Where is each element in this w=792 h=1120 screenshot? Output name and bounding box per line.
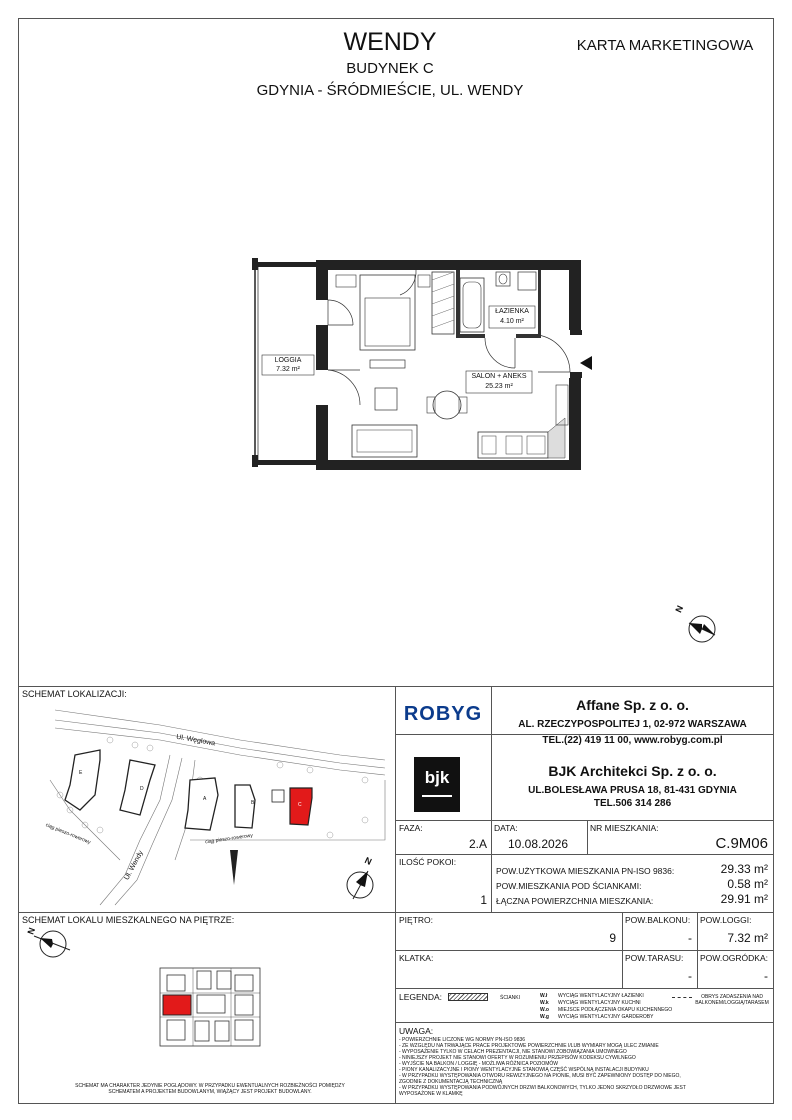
pow-laczna-label: ŁĄCZNA POWIERZCHNIA MIESZKANIA: [496,896,654,906]
floor-schema-title: SCHEMAT LOKALU MIESZKALNEGO NA PIĘTRZE: [22,915,235,925]
robyg-logo: ROBYG [403,703,483,725]
legend-text-2: MIEJSCE PODŁĄCZENIA OKAPU KUCHENNEGO [558,1007,673,1013]
faza-value: 2.A [468,837,487,851]
note-line: - NINIEJSZY PROJEKT NIE STANOWI OFERTY W ROZUMIENIU PRZEPISÓW KODEKSU CYWILNEGO [399,1055,636,1061]
pow-uzyt-label: POW.UŻYTKOWA MIESZKANIA PN-ISO 9836: [496,866,675,876]
ogrodek-value: - [764,969,768,983]
taras-label: POW.TARASU: [625,953,684,963]
outline-swatch [672,997,692,998]
compass-north: N [673,603,686,615]
path-label-1: ciąg pieszo-rowerowy [44,822,92,846]
salon-area: 25.23 m² [485,383,513,390]
legend-code-3: W.g [540,1014,549,1020]
building-label-c: C [298,802,302,808]
pow-laczna-value: 29.91 m² [720,892,768,906]
nr-label: NR MIESZKANIA: [590,823,659,833]
pokoi-label: ILOŚĆ POKOI: [399,857,457,867]
legend-text-0: WYCIĄG WENTYLACYJNY ŁAZIENKI [558,993,644,999]
notes-title: UWAGA: [399,1026,434,1036]
floor-schema [155,965,265,1050]
pow-scianki-value: 0.58 m² [727,877,768,891]
salon-label: SALON + ANEKS [471,373,527,380]
faza-label: FAZA: [399,823,423,833]
building-name: BUDYNEK C [346,60,434,77]
project-title: WENDY [343,28,437,56]
note-line: - POWIERZCHNIE LICZONE WG NORMY PN-ISO 9836 [399,1037,526,1043]
company1-address: AL. RZECZYPOSPOLITEJ 1, 02-972 WARSZAWA [518,719,747,730]
walls-label: ŚCIANKI [500,995,521,1001]
location-line: GDYNIA - ŚRÓDMIEŚCIE, UL. WENDY [256,82,524,99]
loggia-label: LOGGIA [274,357,302,364]
compass-north: N [363,855,374,867]
pietro-value: 9 [609,931,616,945]
company2-name: BJK Architekci Sp. z o. o. [548,763,717,779]
pow-uzyt-value: 29.33 m² [720,862,768,876]
note-line: - ZE WZGLĘDU NA TRWAJĄCE PRACE PROJEKTOWE POWIERZCHNIE I/LUB WYMIARY MOGĄ ULEC ZMIANIE [399,1043,659,1049]
street-weglowa: Ul. Węglowa [175,733,216,748]
location-map-title: SCHEMAT LOKALIZACJI: [22,689,127,699]
bath-label: ŁAZIENKA [495,308,529,315]
pow-scianki-label: POW.MIESZKANIA POD ŚCIANKAMI: [496,881,642,891]
data-label: DATA: [494,823,518,833]
balkon-label: POW.BALKONU: [625,915,691,925]
legend-code-2: W.o [540,1007,549,1013]
path-label-2: ciąg pieszo-rowerowy [204,832,254,846]
company2-address: UL.BOLESŁAWA PRUSA 18, 81-431 GDYNIA [528,785,737,796]
legend-text-3: WYCIĄG WENTYLACYJNY GARDEROBY [558,1014,654,1020]
bath-area: 4.10 m² [500,318,524,325]
street-wendy: Ul. Wendy [123,849,145,882]
data-value: 10.08.2026 [508,837,569,851]
note-line: - W PRZYPADKU WYSTĘPOWANIA OTWORU REWIZYJNEGO NA PIONIE, MUSI BYĆ ZAPEWNIONY DOSTĘP DO NIEGO, ZGODNIE Z DOKUMENTACJĄ TECHNICZNĄ [399,1073,681,1085]
pokoi-value: 1 [480,893,487,907]
legend-code-0: W.ł [540,993,548,999]
walls-swatch [448,993,488,1001]
building-label-d: D [140,786,144,792]
balkon-value: - [688,931,692,945]
note-line: - PIONY KANALIZACYJNE I PIONY WENTYLACYJNE STANOWIĄ CZĘŚĆ WSPÓLNĄ INSTALACJI BUDYNKU [399,1067,649,1073]
company1-name: Affane Sp. z o. o. [576,697,689,713]
legend-title: LEGENDA: [399,992,442,1002]
building-label-a: A [203,796,207,802]
taras-value: - [688,969,692,983]
bjk-logo-line [422,795,452,797]
loggia-area: 7.32 m² [276,366,300,373]
legend-text-1: WYCIĄG WENTYLACYJNY KUCHNI [558,1000,641,1006]
company1-contact: TEL.(22) 419 11 00, www.robyg.com.pl [542,735,723,746]
klatka-label: KLATKA: [399,953,434,963]
note-line: - WYJŚCIE NA BALKON / LOGGIĘ - MOŻLIWA RÓŻNICA POZIOMÓW [399,1061,558,1067]
pietro-label: PIĘTRO: [399,915,434,925]
nr-value: C.9M06 [715,835,768,852]
building-label-e: E [79,770,83,776]
loggia-area-label: POW.LOGGI: [700,915,752,925]
legend-code-1: W.k [540,1000,549,1006]
notes-list [399,1037,699,1097]
compass-icon [335,857,385,907]
disclaimer: SCHEMAT MA CHARAKTER JEDYNIE POGLĄDOWY. W PRZYPADKU EWENTUALNYCH ROZBIEŻNOŚCI POMIĘDZY SCHEMATEM A PROJEKTEM BUDOWLANYM, WIĄŻĄCY JEST PROJEKT BUDOWLANY. [75,1083,345,1095]
note-line: - WYPOSAŻENIE TYLKO W CELACH PREZENTACJI, NIE STANOWI ZOBOWIĄZANIA UMOWNEGO [399,1049,627,1055]
note-line: - W PRZYPADKU WYSTĘPOWANIA PODWÓJNYCH DRZWI BALKONOWYCH, TYLKO JEDNO SKRZYDŁO DRZWIOWE JEST WYPOSAŻONE W KLAMKĘ [399,1085,686,1097]
card-type: KARTA MARKETINGOWA [576,37,754,54]
outline-label: OBRYS ZADASZENIA NAD BALKONEM/LOGGIĄ/TARASEM [695,994,769,1006]
building-label-b: B [251,800,255,806]
ogrodek-label: POW.OGRÓDKA: [700,953,769,963]
company2-contact: TEL.506 314 286 [593,798,672,809]
compass-north: N [25,926,38,936]
bjk-logo-text: bjk [424,768,450,787]
loggia-area-value: 7.32 m² [727,931,768,945]
